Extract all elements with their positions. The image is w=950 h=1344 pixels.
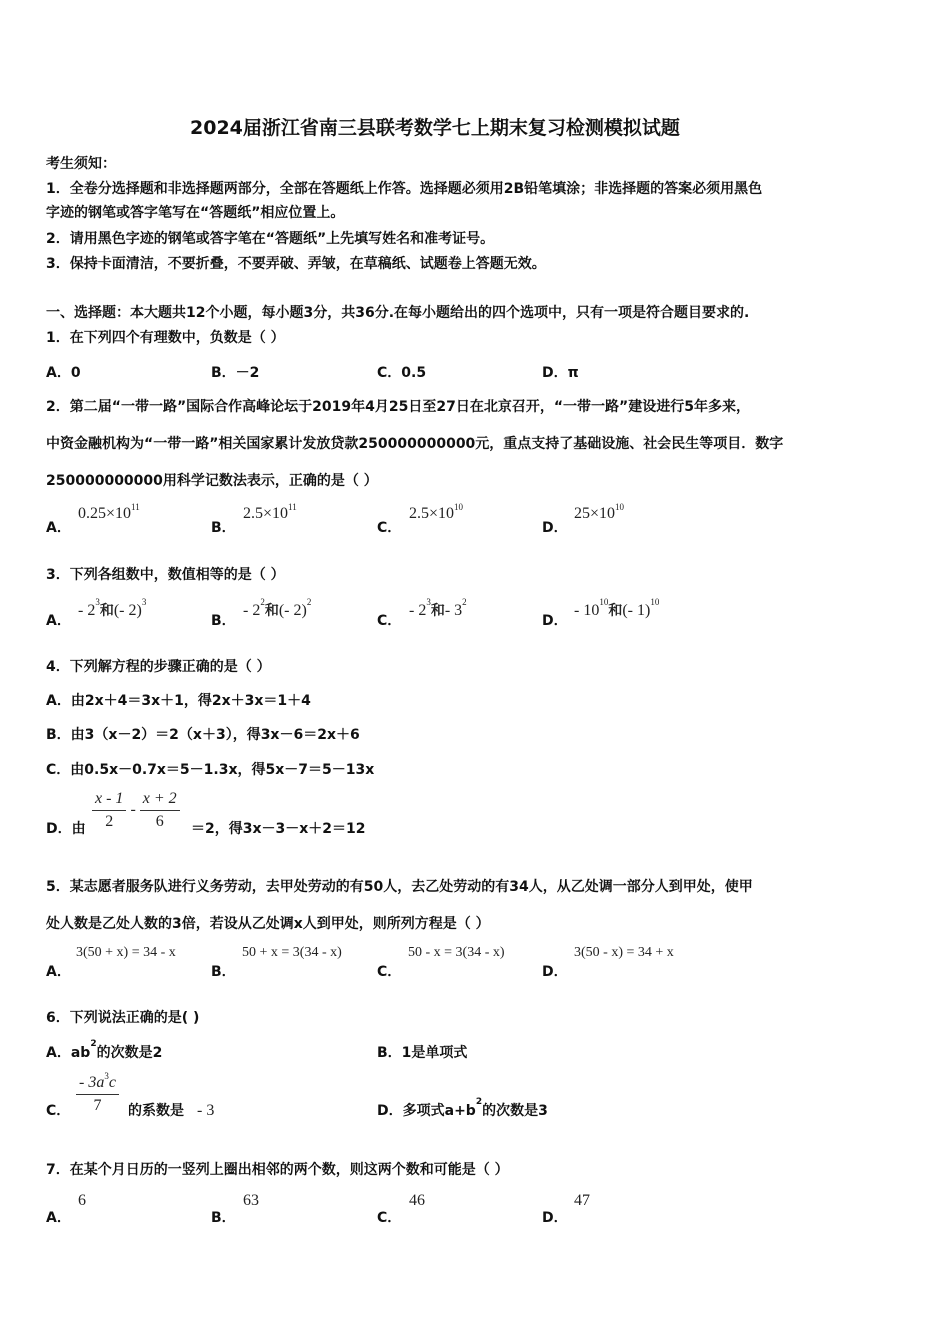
notice-line-1b: 字迹的钢笔或答字笔写在“答题纸”相应位置上。 [46, 205, 345, 221]
q2-line-1: 2．第二届“一带一路”国际合作高峰论坛于2019年4月25日至27日在北京召开，“一带一路”建设进行5年多来， [46, 399, 750, 415]
q7-option-c-value: 46 [409, 1192, 425, 1209]
q2-option-d-expr: $25\times 10^{10}$ [574, 502, 625, 522]
q3-option-d-expr: - $10^{10}$和(- 1)$^{10}$ [574, 597, 660, 619]
q2-option-a-expr: $0.25\times 10^{11}$ [78, 502, 140, 522]
q5-option-c-expr: 50 - x = 3(34 - x) [408, 945, 505, 960]
q3-label-a: A． [46, 613, 71, 629]
q3-label-c: C． [377, 613, 402, 629]
q2-label-a: A． [46, 520, 71, 536]
q2-label-b: B． [211, 520, 236, 536]
q4-option-a: A．由2x＋4＝3x＋1，得2x＋3x＝1＋4 [46, 693, 311, 709]
q5-label-d: D． [542, 964, 568, 980]
q6-option-b: B．1是单项式 [377, 1045, 468, 1061]
q7-label-a: A． [46, 1210, 71, 1226]
q3-label-b: B． [211, 613, 236, 629]
q2-label-d: D． [542, 520, 568, 536]
q5-label-a: A． [46, 964, 71, 980]
q7-label-b: B． [211, 1210, 236, 1226]
q7-stem: 7．在某个月日历的一竖列上圈出相邻的两个数，则这两个数和可能是（ ） [46, 1162, 509, 1178]
q6-stem: 6．下列说法正确的是( ) [46, 1010, 200, 1026]
q4-option-d-pre: D．由 [46, 821, 86, 837]
q6-option-c-pre: C． [46, 1103, 71, 1119]
q6-option-c-fraction: $\frac{- 3a^3c}{7}$ [76, 1074, 119, 1115]
q5-option-a-expr: 3(50 + x) = 34 - x [76, 945, 176, 960]
q3-stem: 3．下列各组数中，数值相等的是（ ） [46, 567, 285, 583]
q2-option-c-expr: $2.5\times 10^{10}$ [409, 502, 464, 522]
q7-label-d: D． [542, 1210, 568, 1226]
q1-stem: 1．在下列四个有理数中，负数是（ ） [46, 330, 285, 346]
q1-option-a: A．0 [46, 365, 81, 381]
notice-heading: 考生须知： [46, 156, 116, 172]
notice-line-3: 3．保持卡面清洁，不要折叠，不要弄破、弄皱，在草稿纸、试题卷上答题无效。 [46, 256, 546, 272]
q7-option-a-value: 6 [78, 1192, 86, 1209]
page-title: 2024届浙江省南三县联考数学七上期末复习检测模拟试题 [190, 117, 680, 139]
q6-option-c-post: 的系数是 [128, 1103, 184, 1119]
q7-label-c: C． [377, 1210, 402, 1226]
q2-option-b-expr: $2.5\times 10^{11}$ [243, 502, 297, 522]
q5-line-1: 5．某志愿者服务队进行义务劳动，去甲处劳动的有50人，去乙处劳动的有34人，从乙处调一部分人到甲处，使甲 [46, 879, 753, 895]
q1-option-d: D．π [542, 365, 579, 381]
q6-option-c-value: - 3 [197, 1102, 215, 1119]
q4-option-d-expr: $\frac{x - 1}{2}$ - $\frac{x + 2}{6}$ [92, 790, 180, 831]
q7-option-d-value: 47 [574, 1192, 590, 1209]
q4-option-c: C．由0.5x－0.7x＝5－1.3x，得5x－7＝5－13x [46, 762, 375, 778]
section-heading: 一、选择题：本大题共12个小题，每小题3分，共36分.在每小题给出的四个选项中，只有一项是符合题目要求的. [46, 305, 750, 321]
q3-label-d: D． [542, 613, 568, 629]
q4-option-d-post: ＝2，得3x－3－x＋2＝12 [191, 821, 366, 837]
q5-option-d-expr: 3(50 - x) = 34 + x [574, 945, 674, 960]
q2-label-c: C． [377, 520, 402, 536]
q2-line-3: 250000000000用科学记数法表示，正确的是（ ） [46, 473, 378, 489]
q1-option-c: C．0.5 [377, 365, 427, 381]
q6-option-d: D．多项式$a+b^2$的次数是3 [377, 1097, 548, 1119]
q5-label-c: C． [377, 964, 402, 980]
q5-option-b-expr: 50 + x = 3(34 - x) [242, 945, 342, 960]
q3-option-a-expr: - $2^3$和(- 2)$^3$ [78, 597, 147, 619]
q4-option-b: B．由3（x－2）＝2（x＋3），得3x－6＝2x＋6 [46, 727, 360, 743]
q6-option-a: A．$ab^2$的次数是2 [46, 1039, 163, 1061]
q3-option-c-expr: - $2^3$和- $3^2$ [409, 597, 467, 619]
q5-line-2: 处人数是乙处人数的3倍，若设从乙处调x人到甲处，则所列方程是（ ） [46, 916, 490, 932]
q3-option-b-expr: - $2^2$和(- 2)$^2$ [243, 597, 312, 619]
q4-stem: 4．下列解方程的步骤正确的是（ ） [46, 659, 271, 675]
q5-label-b: B． [211, 964, 236, 980]
notice-line-2: 2．请用黑色字迹的钢笔或答字笔在“答题纸”上先填写姓名和准考证号。 [46, 231, 495, 247]
q7-option-b-value: 63 [243, 1192, 259, 1209]
q1-option-b: B．－2 [211, 365, 260, 381]
q2-line-2: 中资金融机构为“一带一路”相关国家累计发放贷款250000000000元，重点支持了基础设施、社会民生等项目．数字 [46, 436, 784, 452]
notice-line-1: 1．全卷分选择题和非选择题两部分，全部在答题纸上作答。选择题必须用2B铅笔填涂；非选择题的答案必须用黑色 [46, 181, 763, 197]
